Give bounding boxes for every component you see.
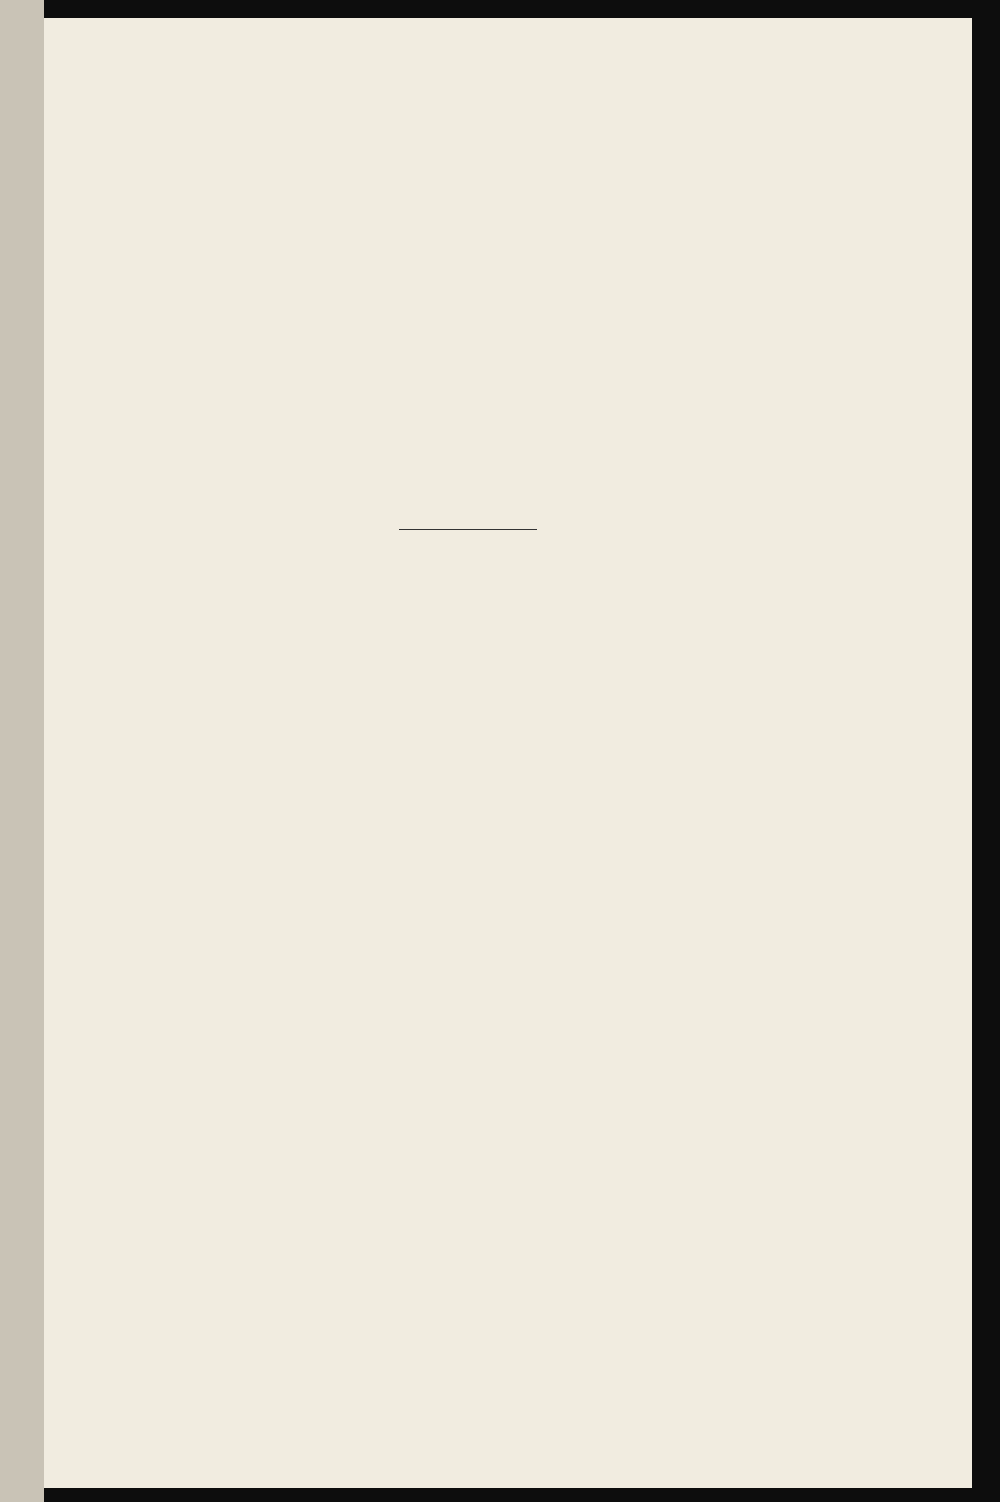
book-page: [44, 18, 972, 1488]
left-page-edge: [0, 0, 44, 1502]
summary-rule: [399, 529, 537, 530]
